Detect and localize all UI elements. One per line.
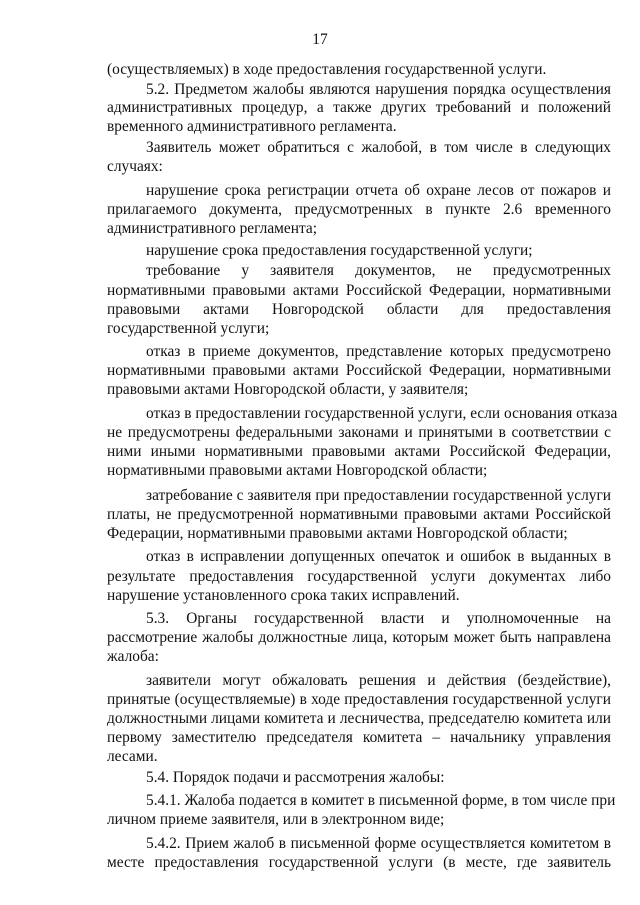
text-line: Федерации, нормативными правовыми актами Новгородской области;	[107, 525, 568, 542]
text-line: государственной услуги;	[107, 320, 270, 337]
text-line: временного административного регламента.	[107, 118, 397, 135]
text-line: нарушение срока регистрации отчета об охране лесов от пожаров и	[146, 182, 611, 199]
text-line: нормативными правовыми актами Новгородской области;	[107, 462, 488, 479]
text-line: затребование с заявителя при предоставлении государственной услуги	[146, 487, 611, 504]
text-line: лесами.	[107, 748, 158, 765]
text-line: ними иными нормативными правовыми актами Российской Федерации,	[107, 443, 611, 460]
text-line: отказ в предоставлении государственной услуги, если основания отказа	[146, 405, 618, 422]
text-line: 5.3. Органы государственной власти и уполномоченные на	[146, 610, 611, 627]
text-line: 5.2. Предметом жалобы являются нарушения порядка осуществления	[146, 81, 611, 98]
text-line: случаях:	[107, 158, 163, 175]
text-line: платы, не предусмотренной нормативными правовыми актами Российской	[107, 506, 611, 523]
text-line: 5.4. Порядок подачи и рассмотрения жалобы:	[146, 769, 445, 786]
text-line: 5.4.1. Жалоба подается в комитет в письменной форме, в том числе при	[146, 792, 616, 809]
text-line: нормативными правовыми актами Российской Федерации, нормативными	[107, 282, 611, 299]
page-number: 17	[312, 31, 328, 48]
text-line: административного регламента;	[107, 220, 318, 237]
text-line: административных процедур, а также других требований и положений	[107, 99, 611, 116]
text-line: (осуществляемых) в ходе предоставления государственной услуги.	[107, 61, 547, 78]
text-line: прилагаемого документа, предусмотренных в пункте 2.6 временного	[107, 201, 611, 218]
text-line: отказ в приеме документов, представление которых предусмотрено	[146, 343, 611, 360]
text-line: 5.4.2. Прием жалоб в письменной форме осуществляется комитетом в	[146, 835, 611, 852]
text-line: нарушение срока предоставления государственной услуги;	[146, 242, 533, 259]
text-line: жалоба:	[107, 648, 159, 665]
text-line: результате предоставления государственной услуги документах либо	[107, 568, 611, 585]
text-line: первому заместителю председателя комитета – начальнику управления	[107, 729, 611, 746]
text-line: нарушение установленного срока таких исправлений.	[107, 587, 460, 604]
text-line: месте предоставления государственной услуги (в месте, где заявитель	[107, 854, 611, 871]
text-line: Заявитель может обратиться с жалобой, в том числе в следующих	[146, 139, 611, 156]
text-line: должностными лицами комитета и лесничества, председателю комитета или	[107, 710, 611, 727]
text-line: требование у заявителя документов, не предусмотренных	[146, 262, 611, 279]
text-line: правовыми актами Новгородской области для предоставления	[107, 301, 611, 318]
text-line: не предусмотрены федеральными законами и принятыми в соответствии с	[107, 424, 611, 441]
text-line: нормативными правовыми актами Российской Федерации, нормативными	[107, 362, 611, 379]
text-line: отказ в исправлении допущенных опечаток и ошибок в выданных в	[146, 548, 611, 565]
text-line: личном приеме заявителя, или в электронном виде;	[107, 811, 445, 828]
text-line: заявители могут обжаловать решения и действия (бездействие),	[146, 672, 611, 689]
text-line: правовыми актами Новгородской области, у заявителя;	[107, 381, 469, 398]
text-line: принятые (осуществляемые) в ходе предоставления государственной услуги	[107, 691, 611, 708]
text-line: рассмотрение жалобы должностные лица, которым может быть направлена	[107, 629, 611, 646]
